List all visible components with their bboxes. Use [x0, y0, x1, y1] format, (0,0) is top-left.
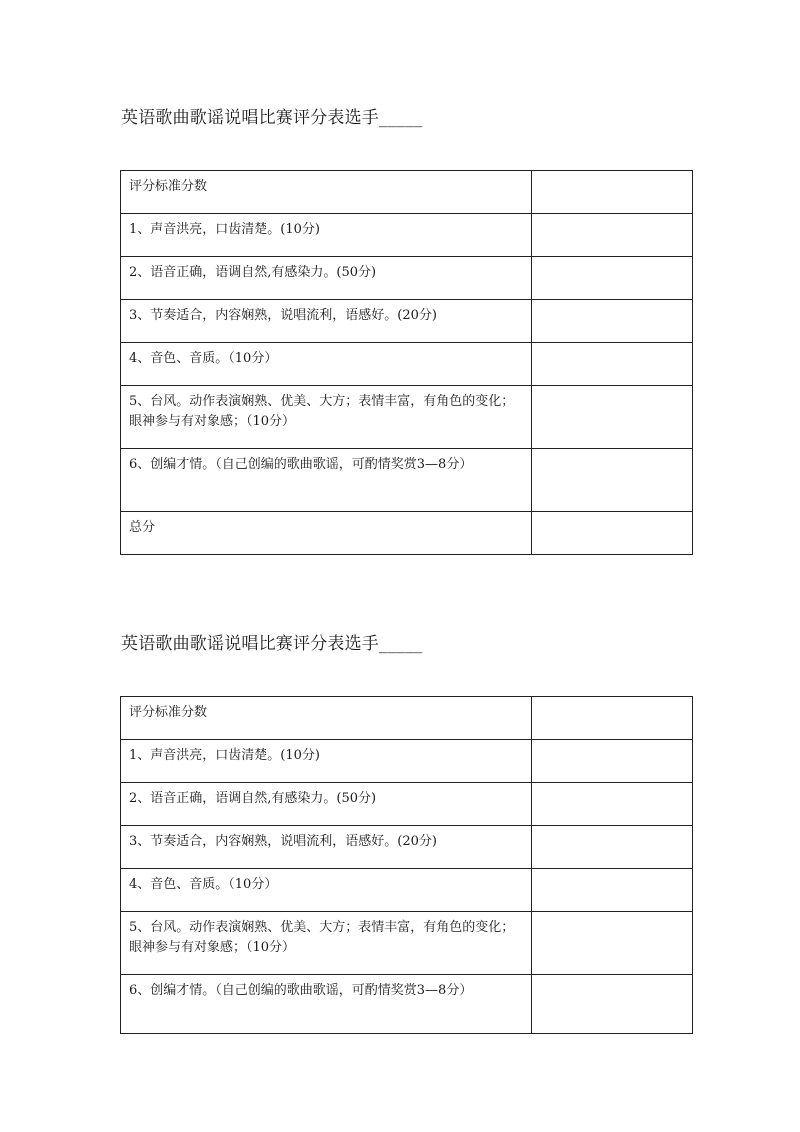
score-table [120, 170, 693, 555]
score-cell [532, 171, 693, 214]
table-row [121, 214, 693, 257]
score-cell [532, 257, 693, 300]
table-row [121, 343, 693, 386]
table-row [121, 449, 693, 512]
score-cell [532, 912, 693, 975]
criteria-cell: 6、创编才情。（自己创编的歌曲歌谣，可酌情奖赏3—8分） [121, 975, 532, 1034]
table-row [121, 975, 693, 1034]
criteria-cell: 2、语音正确，语调自然,有感染力。(50分) [121, 783, 532, 826]
criteria-cell: 2、语音正确，语调自然,有感染力。(50分) [121, 257, 532, 300]
sheet-title [121, 107, 423, 129]
table-header-row [121, 697, 693, 740]
table-row [121, 300, 693, 343]
table-row [121, 783, 693, 826]
criteria-cell: 5、台风。动作表演娴熟、优美、大方；表情丰富，有角色的变化；眼神参与有对象感；（10分） [121, 912, 532, 975]
table-row [121, 869, 693, 912]
criteria-cell: 3、节奏适合，内容娴熟，说唱流利，语感好。(20分) [121, 826, 532, 869]
table-row [121, 257, 693, 300]
score-cell [532, 300, 693, 343]
table-row [121, 386, 693, 449]
sheet-title-text: 英语歌曲歌谣说唱比赛评分表选手 [121, 634, 379, 654]
criteria-header-cell: 评分标准分数 [121, 697, 532, 740]
criteria-cell: 5、台风。动作表演娴熟、优美、大方；表情丰富，有角色的变化；眼神参与有对象感；（10分） [121, 386, 532, 449]
criteria-cell: 1、声音洪亮，口齿清楚。(10分) [121, 740, 532, 783]
score-cell [532, 697, 693, 740]
sheet-title-text: 英语歌曲歌谣说唱比赛评分表选手 [121, 108, 379, 128]
table-row [121, 826, 693, 869]
score-cell [532, 869, 693, 912]
table-row [121, 912, 693, 975]
criteria-cell: 6、创编才情。（自己创编的歌曲歌谣，可酌情奖赏3—8分） [121, 449, 532, 512]
score-cell [532, 214, 693, 257]
total-label-cell: 总分 [121, 512, 532, 555]
criteria-cell: 4、音色、音质。（10分） [121, 869, 532, 912]
table-row [121, 740, 693, 783]
score-cell [532, 975, 693, 1034]
total-score-cell [532, 512, 693, 555]
score-cell [532, 826, 693, 869]
sheet-title [121, 633, 423, 655]
score-cell [532, 740, 693, 783]
score-cell [532, 386, 693, 449]
criteria-cell: 3、节奏适合，内容娴熟，说唱流利，语感好。(20分) [121, 300, 532, 343]
total-row [121, 512, 693, 555]
score-cell [532, 343, 693, 386]
contestant-name-blank: _____ [379, 634, 423, 654]
score-cell [532, 783, 693, 826]
table-header-row [121, 171, 693, 214]
criteria-cell: 1、声音洪亮，口齿清楚。(10分) [121, 214, 532, 257]
criteria-cell: 4、音色、音质。（10分） [121, 343, 532, 386]
score-cell [532, 449, 693, 512]
contestant-name-blank: _____ [379, 108, 423, 128]
criteria-header-cell: 评分标准分数 [121, 171, 532, 214]
score-table [120, 696, 693, 1034]
